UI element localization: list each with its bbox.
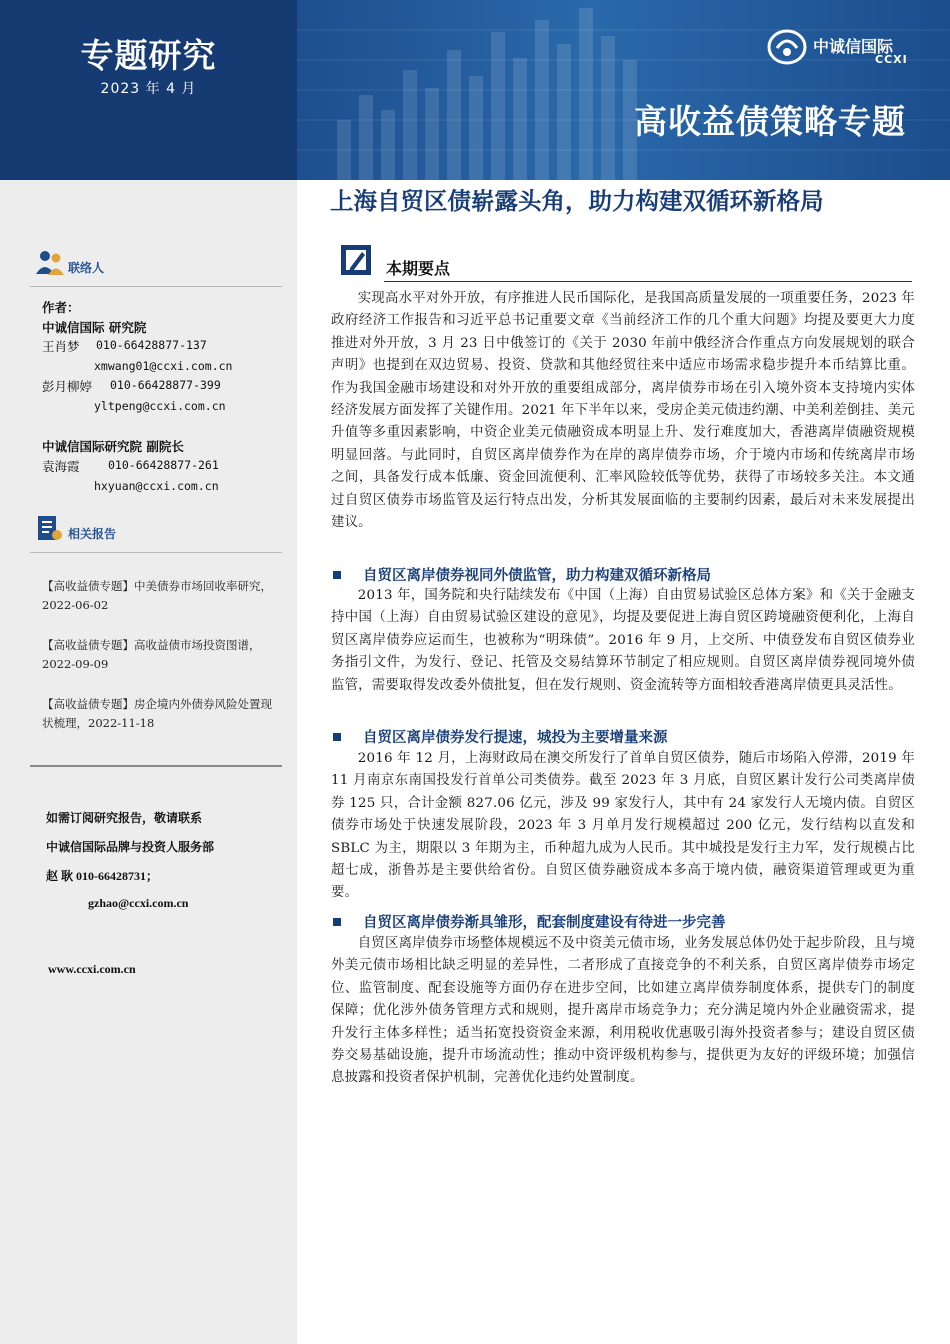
heading-rule [384, 281, 912, 282]
section-heading-text: 自贸区离岸债券渐具雏形，配套制度建设有待进一步完善 [363, 915, 726, 931]
section-paragraph: 2016 年 12 月，上海财政局在澳交所发行了首单自贸区债券，随后市场陷入停滞，2019 年 11 月南京东南国投发行首单公司类债券。截至 2023 年 3 月底，自贸区累计发行公司类离岸债券 125 只，合计金额 827.06 亿元，涉及 99 家发行人，其中有 24 家发行人无境内债。自贸区债券市场处于快速发展阶段，2023 年 3 月单月发行规模超过 200 亿元，发行结构以直发和 SBLC 为主，期限以 3 年期为主，币种超九成为人民币。其中城投是发行主力军，发行规模占比超七成，浙鲁苏是主要供给省份。自贸区债券融资成本多高于境内债，融资渠道管理或更为重要。 [331, 751, 915, 901]
series-title: 高收益债策略专题 [634, 102, 906, 141]
report-type: 专题研究 [80, 36, 217, 75]
logo-text-en: CCXI [875, 53, 908, 66]
bullet-square-icon [333, 733, 341, 741]
logo-text-cn: 中诚信国际 [813, 37, 894, 56]
subscribe-dept: 中诚信国际品牌与投资人服务部 [46, 840, 215, 854]
section-paragraph: 自贸区离岸债券市场整体规模远不及中资美元债市场，业务发展总体仍处于起步阶段，且与境外美元债市场相比缺乏明显的差异性，二者形成了直接竞争的不利关系，自贸区离岸债券市场定位、监管制度、配套设施等方面仍存在进步空间，比如建立离岸债券制度体系，提供专门的制度保障；优化涉外债务管理方式和规则，提升离岸市场竞争力；充分满足境内外企业融资需求，提升发行主体多样性；适当拓宽投资资金来源，利用税收优惠吸引海外投资者参与；建设自贸区债券交易基础设施，提升市场流动性；推动中资评级机构参与，提供更为友好的评级环境；加强信息披露和投资者保护机制，完善优化违约处置制度。 [331, 936, 916, 1086]
logo-mark-icon [765, 26, 809, 70]
section-heading [331, 911, 915, 932]
key-points-label: 本期要点 [386, 259, 451, 278]
author-name: 彭月柳婷 [42, 379, 93, 394]
divider [30, 765, 282, 767]
contacts-icon [34, 248, 66, 278]
org-line: 中诚信国际 研究院 [42, 320, 147, 335]
subscribe-line: 如需订阅研究报告，敬请联系 [46, 811, 203, 825]
related-report[interactable]: 【高收益债专题】房企境内外债券风险处置现状梳理，2022-11-18 [42, 697, 272, 730]
section-paragraph: 2013 年，国务院和央行陆续发布《中国（上海）自由贸易试验区总体方案》和《关于金融支持中国（上海）自由贸易试验区建设的意见》，均提及要促进上海自贸区跨境融资便利化，上海自贸区离岸债券应运而生，也被称为“明珠债”。2016 年 9 月，上交所、中债登发布自贸区债券业务指引文件，为发行、登记、托管及交易结算环节制定了相应规则。自贸区离岸债券视同境外债监管，需要取得发改委外债批复，但在发行规则、资金流转等方面相较香港离岸债更具灵活性。 [331, 588, 915, 693]
author-label: 作者： [42, 300, 80, 315]
section-heading-text: 自贸区离岸债券视同外债监管，助力构建双循环新格局 [363, 568, 711, 584]
section-heading-text: 自贸区离岸债券发行提速，城投为主要增量来源 [363, 730, 668, 746]
author-email[interactable]: xmwang01@ccxi.com.cn [94, 359, 233, 373]
bullet-square-icon [333, 571, 341, 579]
related-report[interactable]: 【高收益债专题】高收益债市场投资图谱，2022-09-09 [42, 638, 261, 671]
notepad-pen-icon [340, 244, 374, 278]
vp-phone: 010-66428877-261 [108, 458, 219, 472]
key-points-heading [340, 242, 912, 282]
related-heading [30, 512, 280, 552]
report-icon [36, 514, 64, 544]
website-link[interactable]: www.ccxi.com.cn [48, 962, 136, 976]
divider [30, 552, 282, 553]
bullet-square-icon [333, 918, 341, 926]
related-heading-label: 相关报告 [68, 527, 117, 541]
subscribe-email[interactable]: gzhao@ccxi.com.cn [88, 896, 189, 910]
divider [30, 286, 282, 287]
report-title: 上海自贸区债崭露头角，助力构建双循环新格局 [330, 187, 824, 215]
contacts-heading [30, 246, 280, 286]
contacts-heading-label: 联络人 [68, 261, 105, 275]
section-heading [331, 564, 915, 585]
author-email[interactable]: yltpeng@ccxi.com.cn [94, 399, 226, 413]
related-report[interactable]: 【高收益债专题】中美债券市场回收率研究，2022-06-02 [42, 579, 272, 612]
report-date: 2023 年 4 月 [100, 81, 197, 97]
author-phone: 010-66428877-137 [96, 338, 207, 352]
ccxi-logo [765, 26, 925, 70]
vp-title: 中诚信国际研究院 副院长 [42, 439, 184, 454]
subscribe-contact: 赵 耿 010-66428731； [46, 869, 158, 883]
vp-email[interactable]: hxyuan@ccxi.com.cn [94, 479, 219, 493]
author-phone: 010-66428877-399 [110, 378, 221, 392]
intro-paragraph: 实现高水平对外开放，有序推进人民币国际化，是我国高质量发展的一项重要任务，2023 年政府经济工作报告和习近平总书记重要文章《当前经济工作的几个重大问题》均提及要更大力度推进对外开放，3 月 23 日中俄签订的《关于 2030 年前中俄经济合作重点方向发展规划的联合声明》也提到在双边贸易、投资、贷款和其他经贸往来中适应市场需求稳步提升本币结算比重。作为我国金融市场建设和对外开放的重要组成部分，离岸债券市场在引入境外资本支持境内实体经济发展方面发挥了关键作用。2021 年下半年以来，受房企美元债违约潮、中美利差倒挂、美元升值等多重因素影响，中资企业美元债融资成本明显上升、发行难度加大，香港离岸债融资规模明显回落。与此同时，自贸区离岸债券作为在岸的离岸债券市场，介于境内市场和传统离岸市场之间，具备发行成本低廉、资金回流便利、汇率风险较低等优势，获得了市场较多关注。本文通过自贸区债券市场监管及运行特点出发，分析其发展面临的主要制约因素，最后对未来发展提出建议。 [331, 291, 915, 531]
author-name: 王肖梦 [42, 339, 80, 354]
section-heading [331, 726, 915, 747]
vp-name: 袁海霞 [42, 459, 80, 474]
